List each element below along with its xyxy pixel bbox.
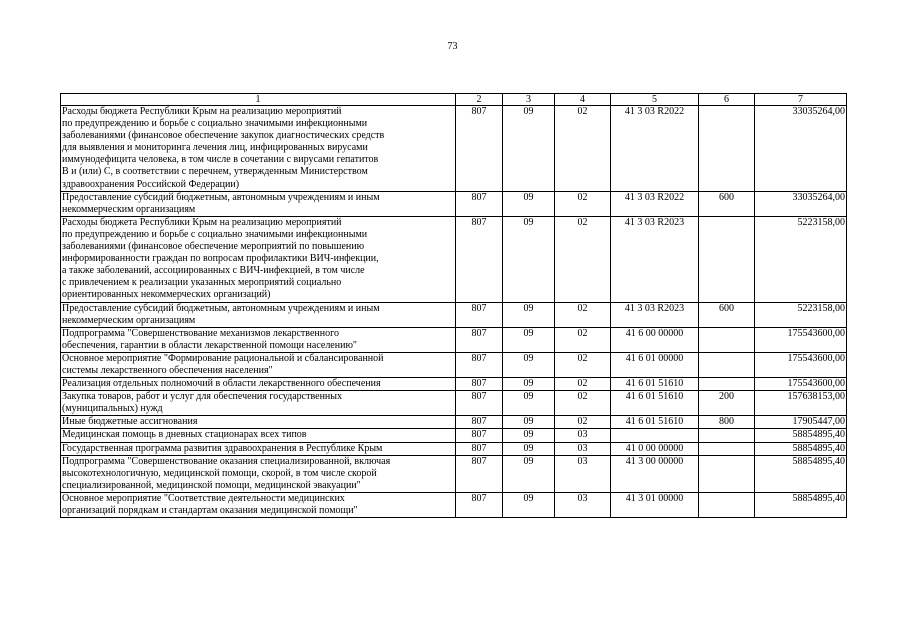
row-section-code: 09 [503,352,555,377]
description-line: В и (или) С, в соответствии с перечнем, утвержденным Министерством [62,166,368,178]
row-amount: 175543600,00 [755,378,847,391]
header-cell-6: 6 [699,94,755,106]
row-expense-type [699,352,755,377]
row-amount: 175543600,00 [755,352,847,377]
row-target-article: 41 3 03 R2022 [611,106,699,192]
description-line: организаций порядкам и стандартам оказания медицинской помощи" [62,505,358,516]
header-cell-7: 7 [755,94,847,106]
header-cell-1: 1 [61,94,456,106]
row-amount: 58854895,40 [755,429,847,442]
row-amount: 5223158,00 [755,216,847,302]
row-expense-type [699,455,755,492]
description-line: ориентированных некоммерческих организаций) [62,289,271,301]
row-subsection-code: 02 [555,302,611,327]
row-department-code: 807 [456,416,503,429]
table-row [61,106,847,192]
description-line: для выявления и мониторинга лечения лиц, инфицированных вирусами [62,142,368,154]
description-line: Основное мероприятие "Формирование рациональной и сбалансированной [62,352,384,364]
row-expense-type: 600 [699,302,755,327]
row-description [61,302,456,327]
row-section-code: 09 [503,216,555,302]
row-department-code: 807 [456,391,503,416]
table-row [61,391,847,416]
row-department-code: 807 [456,106,503,192]
description-line: Государственная программа развития здравоохранения в Республике Крым [62,442,383,454]
row-target-article [611,429,699,442]
row-section-code: 09 [503,391,555,416]
row-expense-type: 200 [699,391,755,416]
table-row [61,429,847,442]
row-target-article: 41 6 01 51610 [611,416,699,429]
description-line: Основное мероприятие "Соответствие деятельности медицинских [62,492,345,504]
table-row [61,455,847,492]
row-target-article: 41 3 01 00000 [611,492,699,517]
row-description [61,455,456,492]
row-amount: 5223158,00 [755,302,847,327]
row-subsection-code: 03 [555,455,611,492]
row-target-article: 41 3 00 00000 [611,455,699,492]
description-line: обеспечения, гарантии в области лекарственной помощи населению" [62,339,357,351]
row-section-code: 09 [503,106,555,192]
row-expense-type [699,327,755,352]
row-department-code: 807 [456,216,503,302]
description-line: Иные бюджетные ассигнования [62,416,198,428]
row-expense-type [699,429,755,442]
row-subsection-code: 02 [555,416,611,429]
row-section-code: 09 [503,327,555,352]
header-row [61,94,847,106]
row-section-code: 09 [503,191,555,216]
row-department-code: 807 [456,442,503,455]
row-description [61,327,456,352]
row-department-code: 807 [456,455,503,492]
description-line: Подпрограмма "Совершенствование оказания специализированной, включая [62,455,391,467]
description-line: некоммерческим организациям [62,203,196,215]
header-cell-2: 2 [456,94,503,106]
header-cell-5: 5 [611,94,699,106]
description-line: (муниципальных) нужд [62,403,163,415]
row-expense-type: 800 [699,416,755,429]
table-row [61,216,847,302]
row-target-article: 41 3 03 R2022 [611,191,699,216]
table-body [61,106,847,518]
row-subsection-code: 02 [555,352,611,377]
description-line: Закупка товаров, работ и услуг для обеспечения государственных [62,391,343,403]
row-description [61,391,456,416]
row-subsection-code: 02 [555,191,611,216]
description-line: Медицинская помощь в дневных стационарах всех типов [62,429,307,441]
page-number: 73 [447,41,458,52]
description-line: по предупреждению и борьбе с социально значимыми инфекционными [62,228,368,240]
row-department-code: 807 [456,327,503,352]
row-expense-type [699,216,755,302]
row-department-code: 807 [456,191,503,216]
row-description [61,429,456,442]
description-line: Подпрограмма "Совершенствование механизмов лекарственного [62,327,339,339]
row-section-code: 09 [503,492,555,517]
description-line: Расходы бюджета Республики Крым на реализацию мероприятий [62,106,342,117]
description-line: Расходы бюджета Республики Крым на реализацию мероприятий [62,216,342,228]
row-target-article: 41 6 00 00000 [611,327,699,352]
row-amount: 33035264,00 [755,106,847,192]
row-subsection-code: 02 [555,106,611,192]
row-department-code: 807 [456,492,503,517]
row-amount: 175543600,00 [755,327,847,352]
row-amount: 33035264,00 [755,191,847,216]
row-description [61,416,456,429]
table-row [61,352,847,377]
row-subsection-code: 02 [555,216,611,302]
description-line: Предоставление субсидий бюджетным, автономным учреждениям и иным [62,191,380,203]
row-department-code: 807 [456,429,503,442]
row-description [61,442,456,455]
table-row [61,327,847,352]
row-section-code: 09 [503,378,555,391]
row-subsection-code: 03 [555,492,611,517]
row-department-code: 807 [456,378,503,391]
row-department-code: 807 [456,302,503,327]
table-row [61,416,847,429]
row-subsection-code: 02 [555,327,611,352]
description-line: специализированной, медицинской помощи, медицинской эвакуации" [62,479,361,491]
row-description [61,378,456,391]
description-line: информированности граждан по вопросам профилактики ВИЧ-инфекции, [62,253,379,265]
row-subsection-code: 03 [555,429,611,442]
table-row [61,302,847,327]
row-description [61,492,456,517]
description-line: по предупреждению и борьбе с социально значимыми инфекционными [62,118,368,130]
description-line: некоммерческим организациям [62,314,196,326]
description-line: Реализация отдельных полномочий в области лекарственного обеспечения [62,378,381,390]
row-expense-type: 600 [699,191,755,216]
row-amount: 58854895,40 [755,455,847,492]
row-expense-type [699,442,755,455]
row-amount: 17905447,00 [755,416,847,429]
row-expense-type [699,492,755,517]
table-row [61,191,847,216]
row-amount: 58854895,40 [755,492,847,517]
description-line: высокотехнологичную, медицинской помощи, скорой, в том числе скорой [62,467,377,479]
row-subsection-code: 03 [555,442,611,455]
row-section-code: 09 [503,302,555,327]
row-description [61,216,456,302]
row-target-article: 41 0 00 00000 [611,442,699,455]
description-line: иммунодефицита человека, в том числе в сочетании с вирусами гепатитов [62,154,379,166]
row-target-article: 41 6 01 00000 [611,352,699,377]
description-line: системы лекарственного обеспечения населения" [62,364,273,376]
row-target-article: 41 6 01 51610 [611,378,699,391]
row-amount: 157638153,00 [755,391,847,416]
row-target-article: 41 6 01 51610 [611,391,699,416]
row-section-code: 09 [503,442,555,455]
description-line: а также заболеваний, ассоциированных с ВИЧ-инфекцией, в том числе [62,265,365,277]
row-description [61,352,456,377]
table-row [61,442,847,455]
row-description [61,191,456,216]
description-line: заболеваниями (финансовое обеспечение мероприятий по повышению [62,241,365,253]
table-row [61,492,847,517]
header-cell-4: 4 [555,94,611,106]
description-line: заболеваниями (финансовое обеспечение закупок диагностических средств [62,130,385,142]
row-expense-type [699,106,755,192]
row-department-code: 807 [456,352,503,377]
row-section-code: 09 [503,429,555,442]
budget-table [60,93,847,518]
row-section-code: 09 [503,455,555,492]
description-line: Предоставление субсидий бюджетным, автономным учреждениям и иным [62,302,380,314]
description-line: с привлечением к реализации указанных мероприятий социально [62,277,342,289]
row-subsection-code: 02 [555,391,611,416]
row-target-article: 41 3 03 R2023 [611,216,699,302]
header-cell-3: 3 [503,94,555,106]
row-description [61,106,456,192]
row-amount: 58854895,40 [755,442,847,455]
table-row [61,378,847,391]
row-section-code: 09 [503,416,555,429]
row-subsection-code: 02 [555,378,611,391]
row-target-article: 41 3 03 R2023 [611,302,699,327]
row-expense-type [699,378,755,391]
description-line: здравоохранения Российской Федерации) [62,178,240,190]
